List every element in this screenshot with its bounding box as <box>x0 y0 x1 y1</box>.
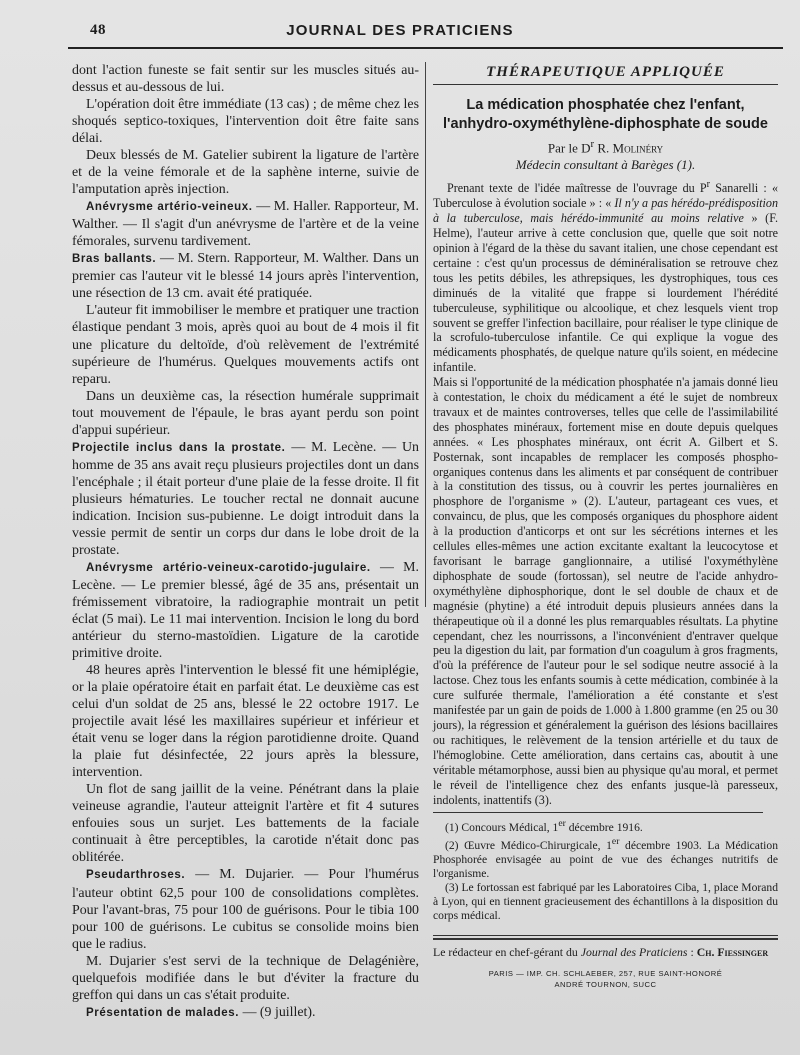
paragraph: Mais si l'opportunité de la médication phosphatée n'a jamais donné lieu à contestation, le choix du médicament a été le sujet de nombreux travaux et de maintes controverses, telles que celle de l'assimilabilité des phosphates minéraux, fortement mise en doute depuis quelques années. « Les phosphates minéraux, ont écrit A. Gilbert et S. Posternak, sont incapables de remplacer les composés phospho-organiques contenus dans les aliments et par conséquent de contribuer à la constitution des tissus, ou à couvrir les pertes journalières en phosphore de l'organisme » (2). L'auteur, partageant ces vues, et convaincu, de plus, que les composés organiques du phosphore aident à la production d'anticorps et ont sur les sécrétions internes et les cellules elles-mêmes une action excitante exaltant la leucocytose et favorisant le barrage ganglionnaire, a utilisé l'oxyméthylène diphosphate de soude (fortossan), sel neutre de l'acide anhydro-oxyméthylène diphosphorique, dont le sel double de chaux et de magnésie (phytine) a été introduit depuis plusieurs années dans la thérapeutique où il a donné les plus remarquables résultats. La phytine cependant, chez les nourrissons, a l'inconvénient d'entraver quelque peu la digestion du lait, par formation d'un coagulum à gros fragments, d'où la préférence de l'auteur pour le sel sodique neutre associé à la lactose. Chez tous les enfants soumis à cette médication, combinée à la cure sulfurée thermale, l'amélioration a été constante et s'est manifestée par un gain de poids de 1.000 à 1.800 gramme (en 25 ou 30 jours), la régression et généralement la guérison des lésions bacillaires ou rachitiques, le relèvement de la tension artérielle et du taux de l'hémoglobine. Cette amélioration, dans certains cas, aboutit à une véritable métamorphose, aussi bien au physique qu'au moral, et permet le réveil de l'intelligence chez des enfants jusque-là paresseux, indolents, inattentifs (3). <box>433 375 778 807</box>
paragraph-text: — M. Dujarier. — Pour l'humérus l'auteur obtint 62,5 pour 100 de consolidations complètes. Pour l'avant-bras, 75 pour 100 de guérisons. Pour le tibia 100 pour 100 de guérisons. Le cubitus se consolide moins bien que le radius. <box>72 867 419 952</box>
header-rule <box>68 47 783 49</box>
right-column <box>433 62 778 990</box>
paragraph: Dans un deuxième cas, la résection humérale supprimait tout mouvement de l'épaule, le bras ayant perdu son point d'appui supérieur. <box>72 388 419 438</box>
editor-line: Le rédacteur en chef-gérant du Journal des Praticiens : Ch. Fiessinger <box>433 945 769 960</box>
footnote-rule <box>433 812 763 813</box>
paragraph: L'opération doit être immédiate (13 cas) ; de même chez les shoqués septico-toxiques, l'intervention doit être faite sans délai. <box>72 97 419 147</box>
article-title: La médication phosphatée chez l'enfant, l'anhydro-oxyméthylène-diphosphate de soude <box>443 97 768 132</box>
paragraph: L'auteur fit immobiliser le membre et pratiquer une traction élastique pendant 3 mois, après quoi au bout de 4 mois il fit une plicature du deltoïde, d'où relèvement de l'extrémité supérieure de l'humérus. Quelques mouvements actifs ont reparu. <box>72 303 419 387</box>
quotation: Il n'y a pas hérédo-prédisposition à la tuberculose, mais hérédo-immunité au moins relative <box>433 196 778 226</box>
paragraph: Prenant texte de l'idée maîtresse de l'ouvrage du $P^r$ Sanarelli : « Tuberculose à évolution sociale » : « Il n'y a pas hérédo-prédisposition à la tuberculose, mais hérédo-immunité au moins relative » (F. Helme), l'auteur arrive à cette conclusion que, quelle que soit notre opinion à l'égard de la thèse du savant italien, une chose cependant est certaine : c'est qu'un processus de déminéralisation se retrouve chez tous les petits débiles, les athrepsiques, les dystrophiques, tous ces diminués de la vitalité que frappe si lourdement l'hérédité tuberculeuse, syphilitique ou alcoolique, et chez lesquels vient trop souvent se greffer l'infection bacillaire, pour réaliser le type clinique de la scrofulo-tuberculose infantile. Ce qui explique la vogue des médicaments phosphatés, de quelque nature qu'ils soient, en médecine infantile. <box>433 179 779 375</box>
paragraph <box>72 866 419 952</box>
paragraph <box>72 439 419 559</box>
paragraph-text: — M. Lecène. — Le premier blessé, âgé de 35 ans, présentait un frémissement vibratoire, la radiographie montrait un petit éclat (5 mai). Le 11 mai intervention. Incision le long du bord antérieur du sterno-mastoïdien. Ligature de la carotide primitive droite. <box>72 559 419 662</box>
byline: Par le $D^r$ R. Molinéry <box>547 138 664 156</box>
paragraph-text: — M. Lecène. — Un homme de 35 ans avait reçu plusieurs projectiles dont un dans l'encéphale ; il était porteur d'une plaie de la fesse droite. Il fit plusieurs hématuries. Le toucher rectal ne donnait aucune indication. Incision sus-pubienne. Le doigt introduit dans la vessie permit de sentir un corps dur dans le lobe droit de la prostate. <box>72 439 420 558</box>
editor-rule <box>433 935 778 936</box>
page-number: 48 <box>90 22 106 38</box>
running-header <box>0 22 800 46</box>
editor-rule-thick <box>433 938 778 940</box>
left-column <box>72 62 419 1022</box>
printer-imprint: PARIS — IMP. CH. SCHLAEBER, 257, RUE SAINT-HONORÉ ANDRÉ TOURNON, SUCC <box>488 969 723 990</box>
subsection-heading: Projectile inclus dans la prostate. <box>72 441 286 454</box>
footnote: (2) Œuvre Médico-Chirurgicale, 1er décembre 1903. La Médication Phosphorée envisagée au point de vue des échanges nutritifs de l'organisme. <box>433 836 778 881</box>
paragraph <box>72 198 419 250</box>
editor-name: Ch. Fiessinger <box>696 945 769 960</box>
paragraph <box>72 250 419 302</box>
section-rule <box>433 84 778 85</box>
paragraph <box>72 1004 419 1022</box>
paragraph-text: — (9 juillet). <box>239 1004 316 1020</box>
footnote: (3) Le fortossan est fabriqué par les Laboratoires Ciba, 1, place Morand à Lyon, qui en tiennent gracieusement des échantillons à la disposition du corps médical. <box>433 881 778 923</box>
paragraph: 48 heures après l'intervention le blessé fit une hémiplégie, or la plaie opératoire était en parfait état. Le deuxième cas est celui d'un soldat de 25 ans, blessé le 22 octobre 1917. Le projectile avait lésé les maxillaires supérieur et inférieur et était venu se loger dans la région parotidienne droite. Quand la plaie fut désinfectée, 22 jours après la blessure, intervention. <box>72 663 419 781</box>
subsection-heading: Anévrysme artério-veineux-carotido-jugulaire. <box>86 561 371 574</box>
paragraph: Deux blessés de M. Gatelier subirent la ligature de l'artère et de la veine fémorale et de la saphène interne, suivie de l'amputation après injection. <box>72 148 419 198</box>
subsection-heading: Pseudarthroses. <box>86 869 186 882</box>
footnote: (1) Concours Médical, 1er décembre 1916. <box>445 818 643 835</box>
column-divider <box>425 62 426 607</box>
section-heading: THÉRAPEUTIQUE APPLIQUÉE <box>486 64 725 80</box>
subsection-heading: Présentation de malades. <box>86 1006 240 1019</box>
paragraph <box>72 559 419 662</box>
subsection-heading: Bras ballants. <box>72 253 157 266</box>
paragraph: dont l'action funeste se fait sentir sur les muscles situés au-dessus et au-dessous de lui. <box>72 63 419 96</box>
article-body <box>433 178 778 807</box>
paragraph-text: — M. Haller. Rapporteur, M. Walther. — Il s'agit d'un anévrysme de l'artère et de la veine fémorales, survenu tardivement. <box>72 199 420 250</box>
subsection-heading: Anévrysme artério-veineux. <box>86 201 253 214</box>
paragraph: Un flot de sang jaillit de la veine. Pénétrant dans la plaie veineuse agrandie, l'auteur atteignit l'artère et fit 4 sutures enfouies sous un surjet. Les battements de la faciale continuait à être perceptibles, la carotide n'était donc pas oblitérée. <box>72 782 419 866</box>
author-role: Médecin consultant à Barèges (1). <box>515 157 696 173</box>
author-name: R. Molinéry <box>594 140 664 156</box>
paragraph: M. Dujarier s'est servi de la technique de Delagénière, quelquefois modifiée dans le but d'éviter la fracture du greffon qui dans un cas s'était produite. <box>72 953 419 1003</box>
paragraph-text: — M. Stern. Rapporteur, M. Walther. Dans un premier cas l'auteur vit le blessé 14 jours après l'intervention, une résection de 13 cm. avait été pratiquée. <box>72 251 419 302</box>
journal-title: JOURNAL DES PRATICIENS <box>286 22 514 39</box>
